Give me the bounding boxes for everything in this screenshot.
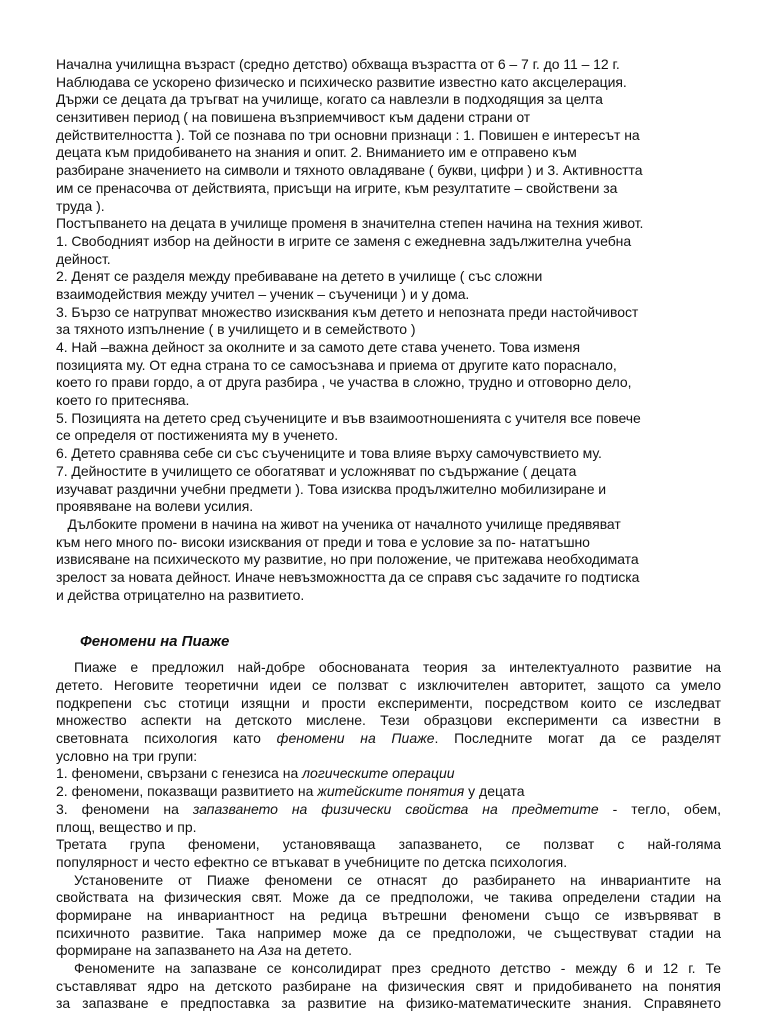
emphasis-term: логическите операции — [302, 765, 455, 782]
text-span: Пиаже е предложил най-добре обоснованата теория за интелектуалното развитие на — [74, 659, 721, 676]
text-line: 4. Най –важна дейност за околните и за самото дете става ученето. Това изменя — [56, 339, 580, 355]
text-line: условно на три групи: — [56, 747, 198, 764]
text-line — [56, 942, 721, 960]
text-line: 3. Бързо се натрупват множество изисквания към детето и непозната преди настойчивост — [56, 303, 639, 320]
text-line: което го прави гордо, а от друга разбира , че участва в сложно, трудно и отговорно дело, — [56, 374, 632, 391]
text-line — [56, 872, 721, 890]
text-line: изучават раздични учебни предмети ). Това изисква продължително мобилизиране и — [56, 480, 607, 497]
text-line: множество аспекти на детското мислене. Тези образцови експерименти са известни в — [56, 712, 721, 729]
text-line: действителността ). Той се познава по три основни признаци : 1. Повишен е интересът на — [56, 126, 640, 143]
text-line — [56, 960, 721, 978]
text-line: популярност и често ефектно се втъкават в учебниците по детска психология. — [56, 853, 568, 870]
text-line: Постъпването на децата в училище променя в значителна степен начина на техния живот. — [56, 215, 644, 232]
text-line — [56, 730, 721, 748]
text-span: Феномените на запазване се консолидират през средното детство - между 6 и 12 г. Те — [74, 960, 721, 976]
text-line: формиране на инвариантност на редица вътрешни феномени също се извървяват в — [56, 906, 721, 923]
text-line: разбиране значението на символи и тяхното овладяване ( букви, цифри ) и 3. Активността — [56, 162, 643, 179]
text-line: 7. Дейностите в училището се обогатяват и усложняват по съдържание ( децата — [56, 462, 577, 479]
section-school-age — [56, 56, 721, 604]
text-line: за запазване е предпоставка за развитие на физико-математическите знания. Справянето — [56, 995, 721, 1012]
list-item — [56, 783, 721, 801]
emphasis-term: житейските понятия — [317, 783, 465, 800]
text-line: Третата група феномени, установяваща запазването, се ползват с най-голяма — [56, 836, 721, 853]
text-line: 5. Позицията на детето сред съучениците и във взаимоотношенията с учителя все повече — [56, 409, 641, 426]
text-line: 6. Детето сравнява себе си със съучениците и това влияе върху самочувствието му. — [56, 445, 602, 462]
text-span: 1. феномени, свързани с генезиса на — [56, 765, 303, 782]
text-span: 2. феномени, показващи развитието на — [56, 783, 318, 800]
text-line: извисяване на психическото му развитие, но при положение, че притежава необходимата — [56, 551, 639, 568]
text-line: труда ). — [56, 197, 105, 214]
text-line: Начална училищна възраст (средно детство) обхваща възрастта от 6 – 7 г. до 11 – 12 г. — [56, 56, 620, 72]
emphasis-term: Аза — [258, 942, 282, 959]
text-line: Наблюдава се ускорено физическо и психическо развитие известно като аксцелерация. — [56, 73, 627, 90]
text-span: световната психология като — [56, 730, 277, 747]
text-line: позицията му. От една страна то се самосъзнава и приема от другите като пораснало, — [56, 356, 617, 373]
section-piaget — [56, 659, 721, 1013]
text-span: . Последните могат да се разделят — [434, 730, 721, 747]
text-line: и действа отрицателно на развитието. — [56, 586, 305, 603]
text-line: децата към придобиването на знания и опит. 2. Вниманието им е отправено към — [56, 144, 577, 161]
text-line: 1. Свободният избор на дейности в игрите се заменя с ежедневна задължителна учебна — [56, 232, 632, 249]
text-span: на детето. — [281, 942, 352, 959]
text-line: Държи се децата да тръгват на училище, когато са навлезли в подходящия за целта — [56, 91, 603, 108]
text-line: площ, вещество и пр. — [56, 818, 197, 835]
text-line: 2. Денят се разделя между пребиваване на детето в училище ( със сложни — [56, 268, 543, 285]
emphasis-term: запазването на физически свойства на предметите — [192, 800, 599, 817]
text-line: свойствата на физическия свят. Може да се предположи, че такива определени стадии на — [56, 889, 721, 906]
text-line: зрелост за новата дейност. Иначе невъзможността да се справя със задачите го подтиска — [56, 568, 640, 585]
text-line: се определя от постиженията му в ученето. — [56, 427, 339, 444]
text-line: съставляват ядро на детското разбиране на физическия свят и придобиването на понятия — [56, 977, 721, 994]
document-page — [56, 56, 721, 1013]
text-line — [56, 659, 721, 677]
text-span: - тегло, обем, — [598, 800, 721, 817]
text-line: им се пренасочва от действията, присъщи на игрите, към резултатите – свойствени за — [56, 179, 618, 196]
section-gap — [56, 604, 721, 632]
list-item — [56, 801, 721, 819]
text-line: към него много по- високи изисквания от преди и това е условие за по- нататъшно — [56, 533, 590, 550]
list-item — [56, 765, 721, 783]
text-span: 3. феномени на — [56, 800, 193, 817]
section-heading: Феномени на Пиаже — [80, 633, 230, 651]
text-span: у децата — [464, 783, 525, 800]
text-line: за тяхното изпълнение ( в училището и в семейството ) — [56, 321, 416, 338]
text-line: сензитивен период ( на повишена възприемчивост към дадени страни от — [56, 109, 531, 126]
emphasis-term: феномени на Пиаже — [276, 730, 435, 747]
text-line: което го притеснява. — [56, 392, 190, 409]
text-line: психичното развитие. Така например може да се предположи, че съществуват стадии на — [56, 924, 721, 941]
text-line: проявяване на волеви усилия. — [56, 498, 254, 515]
text-span: формиране на запазването на — [56, 942, 259, 959]
text-line: взаимодействия между учител – ученик – съученици ) и у дома. — [56, 285, 470, 302]
text-line: Дълбоките промени в начина на живот на ученика от началното училище предявяват — [56, 515, 621, 532]
text-span: Установените от Пиаже феномени се отнасят до разбирането на инвариантите на — [74, 871, 721, 888]
text-line: дейност. — [56, 250, 111, 267]
text-line: детето. Неговите теоретични идеи се ползват с изключителен авторитет, защото са умело — [56, 677, 721, 693]
text-line: подкрепени със стотици изящни и прости експерименти, посредством които се изследват — [56, 694, 721, 711]
